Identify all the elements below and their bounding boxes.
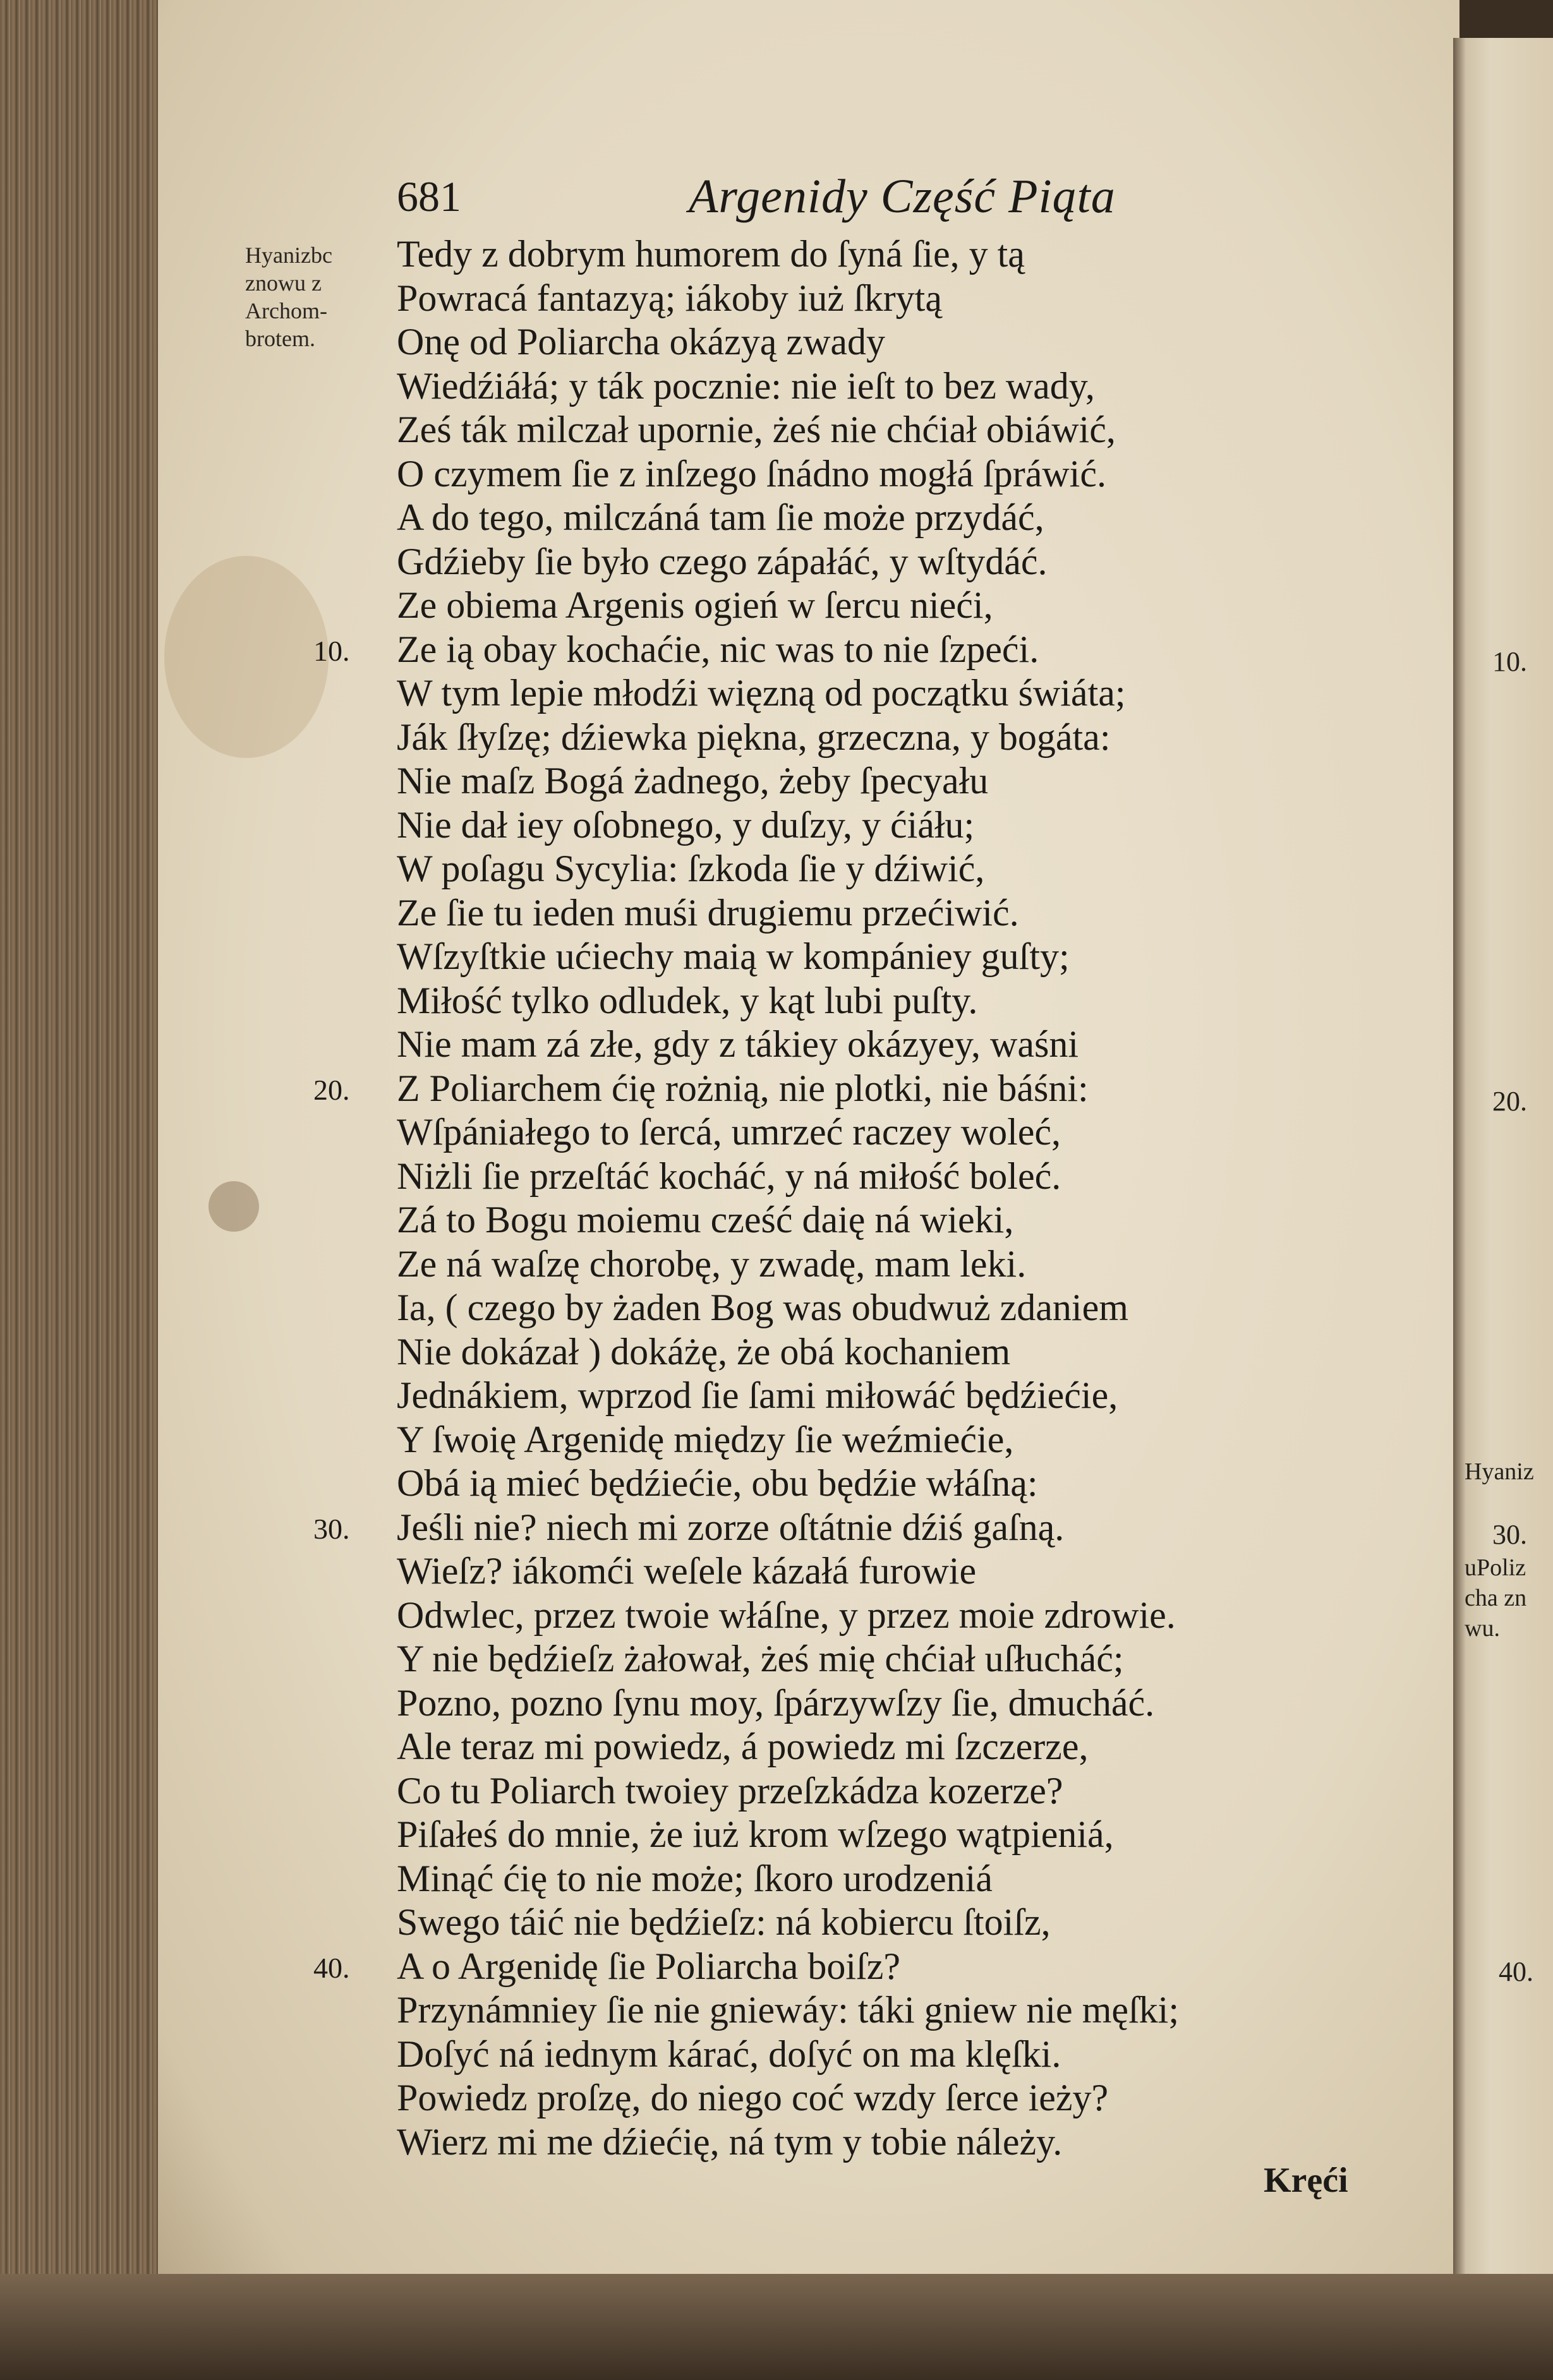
verse-line — [313, 628, 1179, 672]
verse-text-line: Jednákiem, wprzod ſie ſami miłowáć będźiećie, — [397, 1374, 1118, 1416]
verse-line — [397, 408, 1179, 452]
verse-text-line: Gdźieby ſie było czego zápałáć, y wſtydáć. — [397, 540, 1048, 582]
margin-note-line: Archom- — [245, 298, 327, 323]
verse-text-line: Ze ná waſzę chorobę, y zwadę, mam leki. — [397, 1242, 1027, 1285]
verse-text-line: Wiedźiáłá; y ták pocznie: nie ieſt to bez wady, — [397, 364, 1095, 407]
verse-text-line: O czymem ſie z inſzego ſnádno mogłá ſpráwić. — [397, 452, 1106, 495]
verse-line — [397, 1110, 1179, 1155]
verse-text-line: W tym lepie młodźi więzną od początku świáta; — [397, 672, 1126, 714]
verse-text-line: Powracá fantazyą; iákoby iuż ſkrytą — [397, 277, 942, 319]
verse-line — [397, 540, 1179, 584]
verse-line — [397, 1681, 1179, 1726]
verse-line — [397, 584, 1179, 628]
verse-line — [397, 452, 1179, 496]
verse-text-line: Ze ią obay kochaćie, nic was to nie ſzpeći. — [397, 628, 1039, 670]
right-line-number: 10. — [1492, 646, 1527, 677]
verse-line — [397, 1594, 1179, 1638]
verse-line — [313, 1067, 1179, 1111]
verse-line — [397, 320, 1179, 364]
verse-line — [397, 1330, 1179, 1374]
verse-line — [397, 1286, 1179, 1330]
verse-line — [397, 979, 1179, 1023]
verse-line — [397, 1242, 1179, 1287]
verse-text-line: Wſzyſtkie ućiechy maią w kompániey guſty; — [397, 935, 1070, 977]
verse-line — [397, 1813, 1179, 1857]
right-line-number: 30. — [1492, 1519, 1527, 1550]
margin-note-line: znowu z — [245, 270, 322, 296]
verse-text — [313, 232, 1179, 2164]
line-number: 10. — [313, 634, 350, 667]
verse-line — [397, 2076, 1179, 2120]
verse-line — [397, 2120, 1179, 2165]
verse-line — [397, 496, 1179, 540]
verse-line — [397, 1769, 1179, 1813]
running-title: Argenidy Część Piąta — [689, 170, 1116, 223]
verse-text-line: Miłość tylko odludek, y kąt lubi puſty. — [397, 979, 978, 1021]
verse-text-line: Y nie będźieſz żałował, żeś mię chćiał uſłucháć; — [397, 1638, 1124, 1680]
verse-line — [397, 935, 1179, 979]
verse-line — [397, 364, 1179, 409]
verse-text-line: Ale teraz mi powiedz, á powiedz mi ſzczerze, — [397, 1726, 1089, 1767]
verse-text-line: Powiedz proſzę, do niego coć wzdy ſerce ieży? — [397, 2077, 1109, 2119]
verse-line — [397, 277, 1179, 321]
spot-stain — [208, 1181, 259, 1232]
verse-text-line: Ze obiema Argenis ogień w ſercu nieći, — [397, 584, 993, 626]
line-number: 20. — [313, 1073, 350, 1106]
right-margin-note: cha zn — [1465, 1585, 1527, 1611]
line-number: 30. — [313, 1512, 350, 1545]
verse-text-line: Wieſz? iákomći weſele kázałá furowie — [397, 1550, 977, 1592]
verse-line — [397, 1198, 1179, 1242]
verse-line — [397, 759, 1179, 803]
verse-line — [313, 1945, 1179, 1989]
verse-text-line: Odwlec, przez twoie włáſne, y przez moie zdrowie. — [397, 1594, 1176, 1636]
verse-text-line: Przynámniey ſie nie gniewáy: táki gniew nie męſki; — [397, 1989, 1179, 2031]
verse-line — [397, 1462, 1179, 1506]
margin-note — [245, 241, 332, 352]
verse-line — [397, 803, 1179, 848]
catchword: Kręći — [1264, 2161, 1348, 2200]
page-number: 681 — [397, 172, 461, 220]
verse-text-line: Nie dokázał ) dokáżę, że obá kochaniem — [397, 1330, 1011, 1373]
verse-line — [397, 1374, 1179, 1418]
verse-line — [397, 1901, 1179, 1945]
verse-line — [397, 1155, 1179, 1199]
bottom-edge — [0, 2274, 1553, 2380]
verse-text-line: Zá to Bogu moiemu cześć daię ná wieki, — [397, 1199, 1014, 1241]
right-page-edge — [1453, 38, 1553, 2287]
verse-line — [397, 1637, 1179, 1681]
verse-line — [397, 1725, 1179, 1769]
verse-text-line: A o Argenidę ſie Poliarcha boiſz? — [397, 1945, 901, 1987]
verse-text-line: Tedy z dobrym humorem do ſyná ſie, y tą — [397, 233, 1025, 275]
line-number: 40. — [313, 1951, 350, 1984]
verse-text-line: Piſałeś do mnie, że iuż krom wſzego wątpieniá, — [397, 1813, 1114, 1855]
verse-text-line: Ia, ( czego by żaden Bog was obudwuż zdaniem — [397, 1287, 1128, 1328]
verse-text-line: Nie maſz Bogá żadnego, żeby ſpecyału — [397, 760, 989, 802]
verse-line — [397, 232, 1179, 277]
right-line-number: 20. — [1492, 1086, 1527, 1117]
verse-text-line: Minąć ćię to nie może; ſkoro urodzeniá — [397, 1857, 993, 1899]
right-line-number: 40. — [1499, 1956, 1533, 1987]
verse-line — [397, 891, 1179, 935]
verse-text-line: Wſpániałego to ſercá, umrzeć raczey woleć, — [397, 1111, 1061, 1153]
verse-text-line: Y ſwoię Argenidę między ſie weźmiećie, — [397, 1418, 1014, 1460]
verse-line — [397, 1549, 1179, 1594]
verse-line — [397, 671, 1179, 716]
verse-line — [397, 847, 1179, 891]
margin-note-line: Hyanizbc — [245, 243, 332, 268]
verse-line — [397, 1023, 1179, 1067]
verse-text-line: Co tu Poliarch twoiey przeſzkádza kozerze? — [397, 1769, 1063, 1812]
verse-line — [397, 2033, 1179, 2077]
verse-text-line: Doſyć ná iednym kárać, doſyć on ma klęſki. — [397, 2033, 1061, 2075]
verse-text-line: Obá ią mieć będźiećie, obu będźie włáſną: — [397, 1462, 1038, 1504]
verse-line — [397, 1418, 1179, 1462]
verse-line — [397, 716, 1179, 760]
verse-text-line: Nie dał iey oſobnego, y duſzy, y ćiáłu; — [397, 803, 975, 846]
right-margin-note: wu. — [1465, 1615, 1500, 1642]
verse-text-line: W poſagu Sycylia: ſzkoda ſie y dźiwić, — [397, 848, 985, 889]
verse-text-line: Ják ſłyſzę; dźiewka piękna, grzeczna, y bogáta: — [397, 716, 1111, 758]
verse-text-line: Niżli ſie przeſtáć kocháć, y ná miłość boleć. — [397, 1155, 1061, 1197]
verse-text-line: Nie mam zá złe, gdy z tákiey okázyey, waśni — [397, 1023, 1079, 1065]
verse-text-line: Ze ſie tu ieden muśi drugiemu przećiwić. — [397, 891, 1019, 934]
margin-note-line: brotem. — [245, 326, 315, 351]
verse-text-line: Wierz mi me dźiećię, ná tym y tobie náleży. — [397, 2120, 1063, 2163]
verse-text-line: Pozno, pozno ſynu moy, ſpárzywſzy ſie, dmucháć. — [397, 1681, 1155, 1724]
verse-text-line: Swego táić nie będźieſz: ná kobiercu ſtoiſz, — [397, 1901, 1051, 1943]
verse-text-line: Ześ ták milczał upornie, żeś nie chćiał obiáwić, — [397, 409, 1116, 450]
water-stain — [164, 556, 329, 758]
verse-text-line: Onę od Poliarcha okázyą zwady — [397, 321, 886, 363]
verse-text-line: A do tego, milczáná tam ſie może przydáć, — [397, 496, 1044, 538]
verse-line — [397, 1988, 1179, 2033]
verse-text-line: Z Poliarchem ćię rożnią, nie plotki, nie báśni: — [397, 1067, 1089, 1109]
verse-line — [397, 1857, 1179, 1901]
right-margin-note: Hyaniz — [1465, 1458, 1534, 1485]
verse-line — [313, 1506, 1179, 1550]
right-margin-note: uPoliz — [1465, 1554, 1526, 1581]
verse-text-line: Jeśli nie? niech mi zorze oſtátnie dźiś gaſną. — [397, 1506, 1065, 1548]
